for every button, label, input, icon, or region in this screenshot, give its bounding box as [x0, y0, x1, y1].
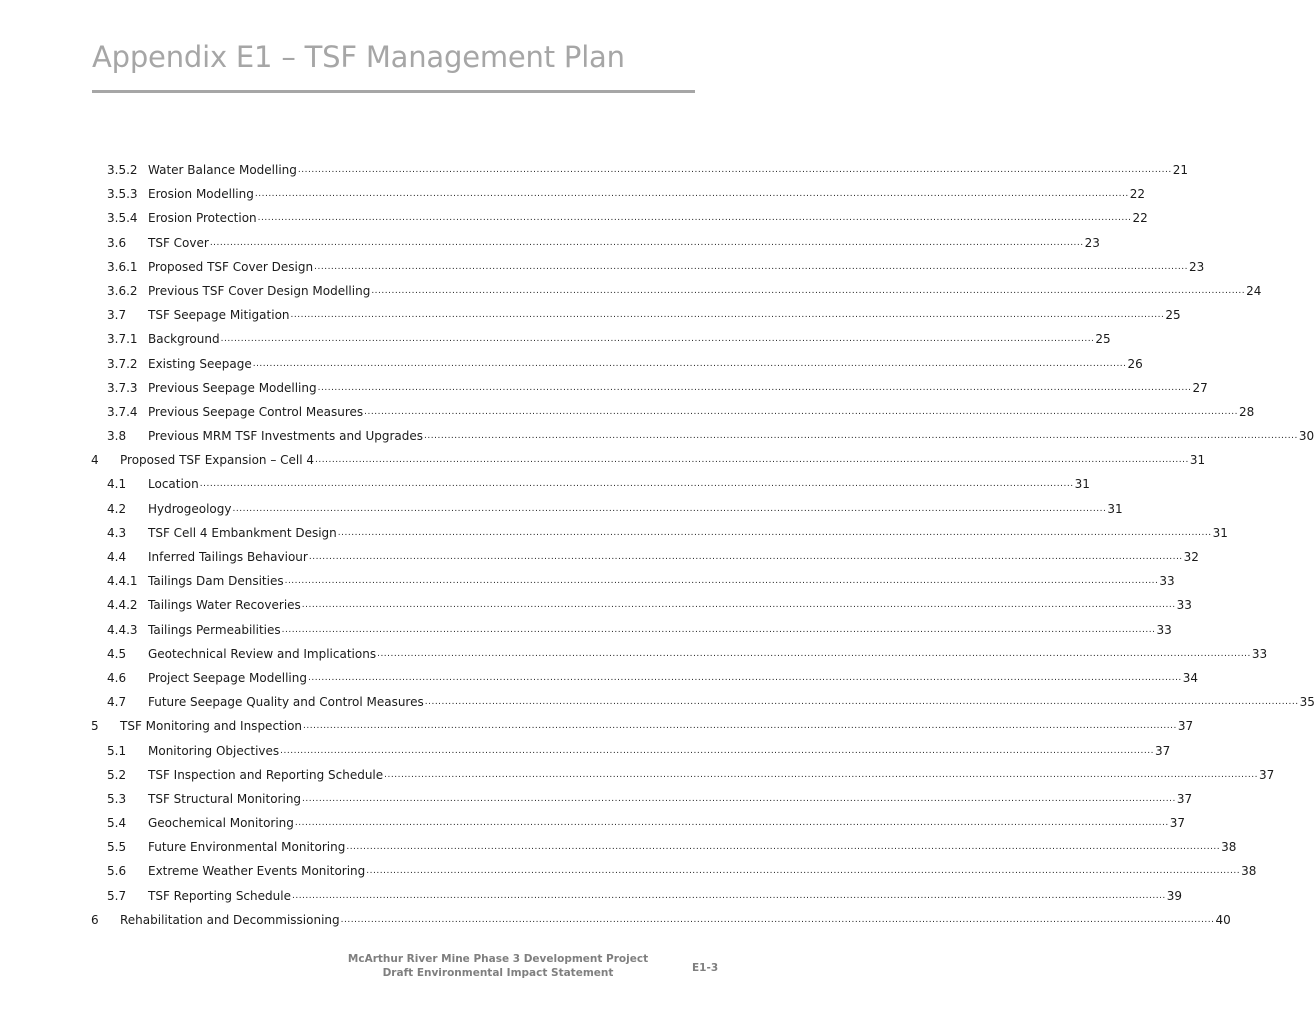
toc-entry-line	[148, 259, 1205, 274]
toc-entry[interactable]	[0, 376, 1208, 400]
toc-entry-line	[148, 840, 1237, 855]
toc-dot-leader: ....................................................................................................................................................................................................................................................................	[424, 431, 1298, 442]
toc-entry-title: TSF Monitoring and Inspection	[120, 719, 303, 734]
toc-entry-number: 3.5.3	[107, 187, 138, 202]
toc-entry-title: Previous Seepage Modelling	[148, 380, 317, 395]
toc-entry-number: 4.2	[107, 501, 127, 516]
toc-entry-page: 33	[1176, 598, 1192, 613]
toc-entry-title: Erosion Protection	[148, 211, 257, 226]
toc-entry-title: Rehabilitation and Decommissioning	[120, 912, 340, 927]
toc-entry-number: 6	[91, 912, 99, 927]
toc-entry-title: Project Seepage Modelling	[148, 670, 307, 685]
toc-dot-leader: ....................................................................................................................................................................................................................................................................	[424, 697, 1299, 708]
toc-entry-title: Erosion Modelling	[148, 187, 254, 202]
toc-entry-page: 33	[1156, 622, 1172, 637]
toc-entry-page: 25	[1095, 332, 1111, 347]
toc-dot-leader: ....................................................................................................................................................................................................................................................................	[290, 310, 1165, 321]
toc-entry[interactable]	[0, 497, 1123, 521]
toc-entry[interactable]	[0, 908, 1231, 932]
toc-entry-page: 32	[1183, 550, 1199, 564]
toc-entry-page: 25	[1165, 308, 1181, 323]
toc-entry-page: 31	[1074, 477, 1090, 492]
toc-entry-line	[148, 501, 1123, 516]
toc-entry[interactable]	[0, 545, 1199, 569]
toc-entry-number: 3.7.2	[107, 356, 138, 371]
page-number: E1-3	[692, 962, 719, 974]
toc-entry-number: 3.6.2	[107, 283, 138, 298]
toc-entry-title: TSF Cell 4 Embankment Design	[148, 525, 337, 540]
toc-entry-title: Background	[148, 332, 220, 347]
toc-entry[interactable]	[0, 835, 1237, 859]
toc-entry-number: 5.1	[107, 743, 127, 758]
toc-entry-number: 3.7	[107, 308, 127, 323]
toc-entry-number: 3.6.1	[107, 259, 138, 274]
toc-entry-title: Hydrogeology	[148, 501, 232, 516]
toc-dot-leader: ....................................................................................................................................................................................................................................................................	[315, 455, 1189, 466]
toc-entry-line	[148, 163, 1188, 177]
toc-dot-leader: ....................................................................................................................................................................................................................................................................	[303, 721, 1177, 732]
toc-entry[interactable]	[0, 231, 1100, 255]
toc-entry-title: Geochemical Monitoring	[148, 816, 294, 831]
toc-entry-page: 37	[1177, 719, 1194, 734]
toc-entry[interactable]	[0, 593, 1192, 617]
toc-dot-leader: ....................................................................................................................................................................................................................................................................	[199, 479, 1074, 490]
toc-entry-title: Tailings Dam Densities	[148, 574, 284, 589]
toc-entry-line	[148, 211, 1148, 226]
toc-entry-page: 26	[1127, 356, 1143, 371]
toc-entry[interactable]	[0, 182, 1145, 206]
table-of-contents	[0, 158, 1315, 932]
toc-dot-leader: ....................................................................................................................................................................................................................................................................	[254, 189, 1129, 200]
toc-entry[interactable]	[0, 303, 1181, 327]
toc-entry-number: 3.7.3	[107, 380, 138, 395]
toc-entry-page: 30	[1298, 429, 1315, 444]
toc-entry-title: Extreme Weather Events Monitoring	[148, 864, 366, 879]
toc-entry-number: 5.3	[107, 791, 127, 806]
toc-dot-leader: ....................................................................................................................................................................................................................................................................	[340, 914, 1215, 925]
toc-entry-line	[148, 550, 1199, 564]
toc-dot-leader: ....................................................................................................................................................................................................................................................................	[281, 624, 1156, 635]
toc-entry-title: TSF Reporting Schedule	[148, 888, 291, 903]
toc-entry[interactable]	[0, 714, 1194, 738]
toc-entry-page: 23	[1084, 235, 1100, 250]
toc-entry[interactable]	[0, 811, 1186, 835]
toc-entry[interactable]	[0, 472, 1090, 496]
toc-entry-number: 5.6	[107, 864, 127, 879]
toc-entry-title: Proposed TSF Cover Design	[148, 259, 314, 274]
toc-entry-page: 27	[1192, 380, 1208, 395]
toc-entry[interactable]	[0, 569, 1175, 593]
toc-entry-title: Existing Seepage	[148, 356, 252, 371]
toc-entry-number: 5.7	[107, 888, 127, 903]
toc-entry-line	[148, 791, 1193, 806]
toc-entry-line	[148, 404, 1255, 419]
toc-entry-line	[148, 888, 1183, 903]
toc-entry-title: Monitoring Objectives	[148, 743, 280, 758]
toc-entry-page: 40	[1215, 912, 1231, 927]
toc-entry[interactable]	[0, 521, 1228, 545]
header-rule	[92, 90, 695, 93]
toc-dot-leader: ....................................................................................................................................................................................................................................................................	[337, 527, 1212, 538]
toc-dot-leader: ....................................................................................................................................................................................................................................................................	[317, 382, 1192, 393]
toc-entry-page: 22	[1132, 211, 1148, 226]
toc-entry[interactable]	[0, 158, 1188, 182]
toc-entry-number: 4.5	[107, 646, 127, 661]
toc-entry-number: 5	[91, 719, 99, 734]
toc-entry-title: Water Balance Modelling	[148, 163, 297, 177]
toc-dot-leader: ....................................................................................................................................................................................................................................................................	[220, 334, 1095, 345]
toc-dot-leader: ....................................................................................................................................................................................................................................................................	[301, 600, 1176, 611]
toc-entry-line	[148, 574, 1175, 589]
toc-entry-number: 3.7.4	[107, 404, 138, 419]
toc-entry-page: 37	[1258, 767, 1275, 782]
toc-entry-line	[148, 525, 1228, 540]
toc-entry-page: 33	[1159, 574, 1175, 589]
toc-entry[interactable]	[0, 424, 1315, 448]
toc-dot-leader: ....................................................................................................................................................................................................................................................................	[284, 576, 1159, 587]
toc-entry-title: Tailings Water Recoveries	[148, 598, 301, 613]
toc-entry-page: 24	[1246, 283, 1262, 298]
toc-entry-page: 37	[1176, 791, 1193, 806]
toc-entry-page: 37	[1169, 816, 1186, 831]
toc-entry-page: 34	[1182, 670, 1199, 685]
toc-entry-number: 5.4	[107, 816, 127, 831]
toc-entry-number: 4.3	[107, 525, 127, 540]
toc-entry[interactable]	[0, 327, 1111, 351]
toc-entry-number: 3.8	[107, 429, 127, 444]
toc-entry-title: Previous MRM TSF Investments and Upgrades	[148, 429, 424, 444]
toc-dot-leader: ....................................................................................................................................................................................................................................................................	[209, 237, 1084, 248]
toc-entry-line	[148, 429, 1315, 444]
toc-dot-leader: ....................................................................................................................................................................................................................................................................	[291, 890, 1166, 901]
toc-entry-number: 3.7.1	[107, 332, 138, 347]
toc-entry-line	[148, 695, 1315, 710]
toc-entry-line	[148, 187, 1145, 202]
toc-entry[interactable]	[0, 739, 1171, 763]
toc-entry-page: 38	[1221, 840, 1237, 855]
toc-entry-title: Previous TSF Cover Design Modelling	[148, 283, 371, 298]
toc-entry-number: 4.6	[107, 670, 127, 685]
toc-dot-leader: ....................................................................................................................................................................................................................................................................	[280, 745, 1154, 756]
toc-dot-leader: ....................................................................................................................................................................................................................................................................	[364, 406, 1238, 417]
page-header-title: Appendix E1 – TSF Management Plan	[92, 40, 625, 74]
toc-entry-page: 21	[1172, 163, 1188, 177]
toc-entry-line	[148, 380, 1208, 395]
toc-dot-leader: ....................................................................................................................................................................................................................................................................	[232, 503, 1107, 514]
toc-entry-title: TSF Cover	[148, 235, 209, 250]
toc-entry-line	[148, 767, 1275, 782]
toc-entry[interactable]	[0, 642, 1268, 666]
toc-entry-title: Tailings Permeabilities	[148, 622, 281, 637]
toc-entry-line	[148, 598, 1192, 613]
toc-entry-number: 4.4.1	[107, 574, 138, 589]
toc-entry-page: 38	[1241, 864, 1257, 879]
toc-entry-page: 31	[1212, 525, 1228, 540]
toc-entry-line	[148, 670, 1199, 685]
toc-entry-title: Future Environmental Monitoring	[148, 840, 346, 855]
toc-dot-leader: ....................................................................................................................................................................................................................................................................	[346, 842, 1221, 853]
toc-entry-line	[120, 719, 1194, 734]
toc-dot-leader: ....................................................................................................................................................................................................................................................................	[314, 261, 1188, 272]
toc-entry[interactable]	[0, 666, 1199, 690]
toc-entry-number: 4.4	[107, 550, 127, 564]
toc-entry-number: 3.6	[107, 235, 127, 250]
toc-dot-leader: ....................................................................................................................................................................................................................................................................	[371, 285, 1246, 296]
toc-entry-number: 4.7	[107, 695, 127, 710]
toc-entry[interactable]	[0, 206, 1148, 230]
toc-dot-leader: ....................................................................................................................................................................................................................................................................	[297, 165, 1172, 175]
toc-dot-leader: ....................................................................................................................................................................................................................................................................	[257, 213, 1132, 224]
toc-entry-page: 39	[1166, 888, 1183, 903]
toc-entry-line	[148, 332, 1111, 347]
toc-entry-number: 3.5.2	[107, 163, 138, 177]
toc-entry[interactable]	[0, 448, 1206, 472]
toc-entry-line	[120, 453, 1206, 468]
toc-entry-page: 37	[1154, 743, 1171, 758]
toc-entry-line	[148, 646, 1268, 661]
toc-entry-line	[148, 477, 1090, 492]
toc-entry-page: 28	[1238, 404, 1255, 419]
toc-entry[interactable]	[0, 279, 1262, 303]
toc-dot-leader: ....................................................................................................................................................................................................................................................................	[294, 818, 1169, 829]
toc-entry-page: 22	[1129, 187, 1145, 202]
toc-entry-number: 4.1	[107, 477, 127, 492]
toc-entry[interactable]	[0, 400, 1255, 424]
toc-entry-title: TSF Inspection and Reporting Schedule	[148, 767, 384, 782]
toc-entry-line	[148, 235, 1100, 250]
toc-entry-title: TSF Seepage Mitigation	[148, 308, 290, 323]
toc-entry-line	[148, 816, 1186, 831]
toc-dot-leader: ....................................................................................................................................................................................................................................................................	[308, 552, 1183, 562]
toc-entry[interactable]	[0, 618, 1172, 642]
footer-document-title: Draft Environmental Impact Statement	[382, 967, 614, 979]
toc-entry-number: 5.5	[107, 840, 127, 855]
toc-entry-line	[148, 308, 1181, 323]
toc-entry[interactable]	[0, 763, 1275, 787]
toc-entry-title: Location	[148, 477, 199, 492]
toc-entry[interactable]	[0, 787, 1193, 811]
toc-entry-line	[120, 912, 1231, 927]
toc-entry-title: Geotechnical Review and Implications	[148, 646, 377, 661]
toc-dot-leader: ....................................................................................................................................................................................................................................................................	[384, 769, 1258, 780]
toc-dot-leader: ....................................................................................................................................................................................................................................................................	[377, 648, 1251, 659]
toc-entry-number: 4	[91, 453, 99, 468]
toc-entry-number: 5.2	[107, 767, 127, 782]
toc-entry-title: Proposed TSF Expansion – Cell 4	[120, 453, 315, 468]
toc-entry-page: 23	[1188, 259, 1205, 274]
toc-entry-number: 4.4.2	[107, 598, 138, 613]
toc-entry[interactable]	[0, 255, 1205, 279]
toc-entry-page: 31	[1107, 501, 1123, 516]
toc-entry-line	[148, 864, 1257, 879]
footer-project-title: McArthur River Mine Phase 3 Development Project	[347, 953, 649, 965]
toc-dot-leader: ....................................................................................................................................................................................................................................................................	[252, 358, 1127, 369]
toc-entry-title: Inferred Tailings Behaviour	[148, 550, 308, 564]
toc-entry-number: 3.5.4	[107, 211, 138, 226]
toc-dot-leader: ....................................................................................................................................................................................................................................................................	[366, 866, 1241, 877]
toc-entry-title: TSF Structural Monitoring	[148, 791, 302, 806]
toc-entry[interactable]	[0, 884, 1183, 908]
toc-dot-leader: ....................................................................................................................................................................................................................................................................	[307, 672, 1182, 683]
toc-entry-page: 35	[1299, 695, 1315, 710]
toc-entry-line	[148, 622, 1172, 637]
toc-entry-line	[148, 743, 1171, 758]
toc-entry[interactable]	[0, 352, 1143, 376]
toc-dot-leader: ....................................................................................................................................................................................................................................................................	[302, 793, 1176, 804]
toc-entry-number: 4.4.3	[107, 622, 138, 637]
toc-entry-line	[148, 356, 1143, 371]
toc-entry-title: Previous Seepage Control Measures	[148, 404, 364, 419]
toc-entry-title: Future Seepage Quality and Control Measures	[148, 695, 424, 710]
toc-entry-line	[148, 283, 1262, 298]
page-footer	[330, 952, 666, 980]
toc-entry[interactable]	[0, 859, 1257, 883]
toc-entry-page: 31	[1189, 453, 1206, 468]
toc-entry[interactable]	[0, 690, 1315, 714]
toc-entry-page: 33	[1251, 646, 1268, 661]
